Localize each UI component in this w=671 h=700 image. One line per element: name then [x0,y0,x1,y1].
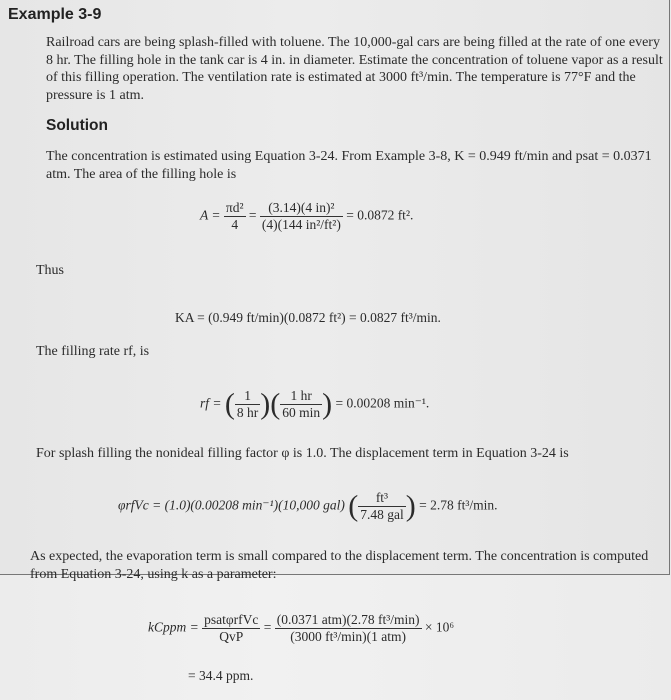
paren-open-icon: ( [348,489,359,523]
conc-eq2: = [263,619,272,635]
paren-close-icon: ) [405,489,416,523]
displacement-equation [118,490,498,523]
solution-intro: The concentration is estimated using Equation 3-24. From Example 3-8, K = 0.949 ft/min and psat = 0.0371 atm. The area of the filling hole is [46,149,652,182]
concentration-equation [148,612,454,645]
rate-equation [200,388,429,421]
disp-fraction [358,490,406,523]
ka-equation: KA = (0.949 ft/min)(0.0872 ft²) = 0.0827 ft³/min. [175,310,441,325]
rate-result: = 0.00208 min⁻¹. [335,395,430,411]
paren-open-icon: ( [270,387,281,421]
filling-rate-label: The filling rate rf, is [36,344,150,359]
conc-fraction-2 [275,612,422,645]
example-title: Example 3-9 [8,6,102,23]
paren-close-icon: ) [260,387,271,421]
solution-heading: Solution [46,117,108,134]
rate-fraction-2 [280,388,322,421]
rate-f2-den: 60 min [282,405,321,420]
conc-fraction-1 [202,612,260,645]
area-fraction-1 [224,200,246,233]
rate-lhs: rf = [200,395,222,411]
rate-f2-num: 1 hr [280,388,322,405]
conc-f2-num: (0.0371 atm)(2.78 ft³/min) [276,612,420,627]
disp-f-num: ft³ [358,490,406,507]
area-lhs: A = [200,207,221,223]
concentration-result: = 34.4 ppm. [188,668,254,683]
conc-f1-num: psatφrfVc [204,612,259,627]
rate-f1-num: 1 [235,388,260,405]
area-eq2: = [248,207,257,223]
paren-open-icon: ( [224,387,235,421]
conc-f2-den: (3000 ft³/min)(1 atm) [290,629,407,644]
area-equation [200,200,413,233]
rate-fraction-1 [235,388,260,421]
area-result: = 0.0872 ft². [346,207,414,223]
paren-close-icon: ) [322,387,333,421]
conc-f1-den: QvP [219,629,244,644]
problem-statement: Railroad cars are being splash-filled with toluene. The 10,000-gal cars are being filled at the rate of one every 8 hr. The filling hole in the tank car is 4 in. in diameter. Estimate the concentration of toluene vapor as a result of this filling operation. The ventilation rate is estimated at 3000 ft³/min. The temperature is 77°F and the pressure is 1 atm. [46,35,663,103]
conc-lhs: kCppm = [148,619,199,635]
area-f2-num: (3.14)(4 in)² [260,200,343,217]
conc-multiplier: × 10⁶ [424,619,455,635]
area-f2-den: (4)(144 in²/ft²) [261,217,341,232]
area-f1-num: πd² [225,200,244,215]
disp-f-den: 7.48 gal [360,507,404,522]
disp-lhs: φrfVc = (1.0)(0.00208 min⁻¹)(10,000 gal) [118,497,345,513]
thus-label: Thus [36,263,64,278]
area-f1-den: 4 [231,217,239,232]
splash-filling-text: For splash filling the nonideal filling factor φ is 1.0. The displacement term in Equation 3-24 is [36,446,569,461]
rate-f1-den: 8 hr [236,405,259,420]
evaporation-text: As expected, the evaporation term is small compared to the displacement term. The concentration is computed from Equation 3-24, using k as a parameter: [30,549,649,582]
disp-result: = 2.78 ft³/min. [419,497,498,513]
area-fraction-2 [260,200,343,233]
